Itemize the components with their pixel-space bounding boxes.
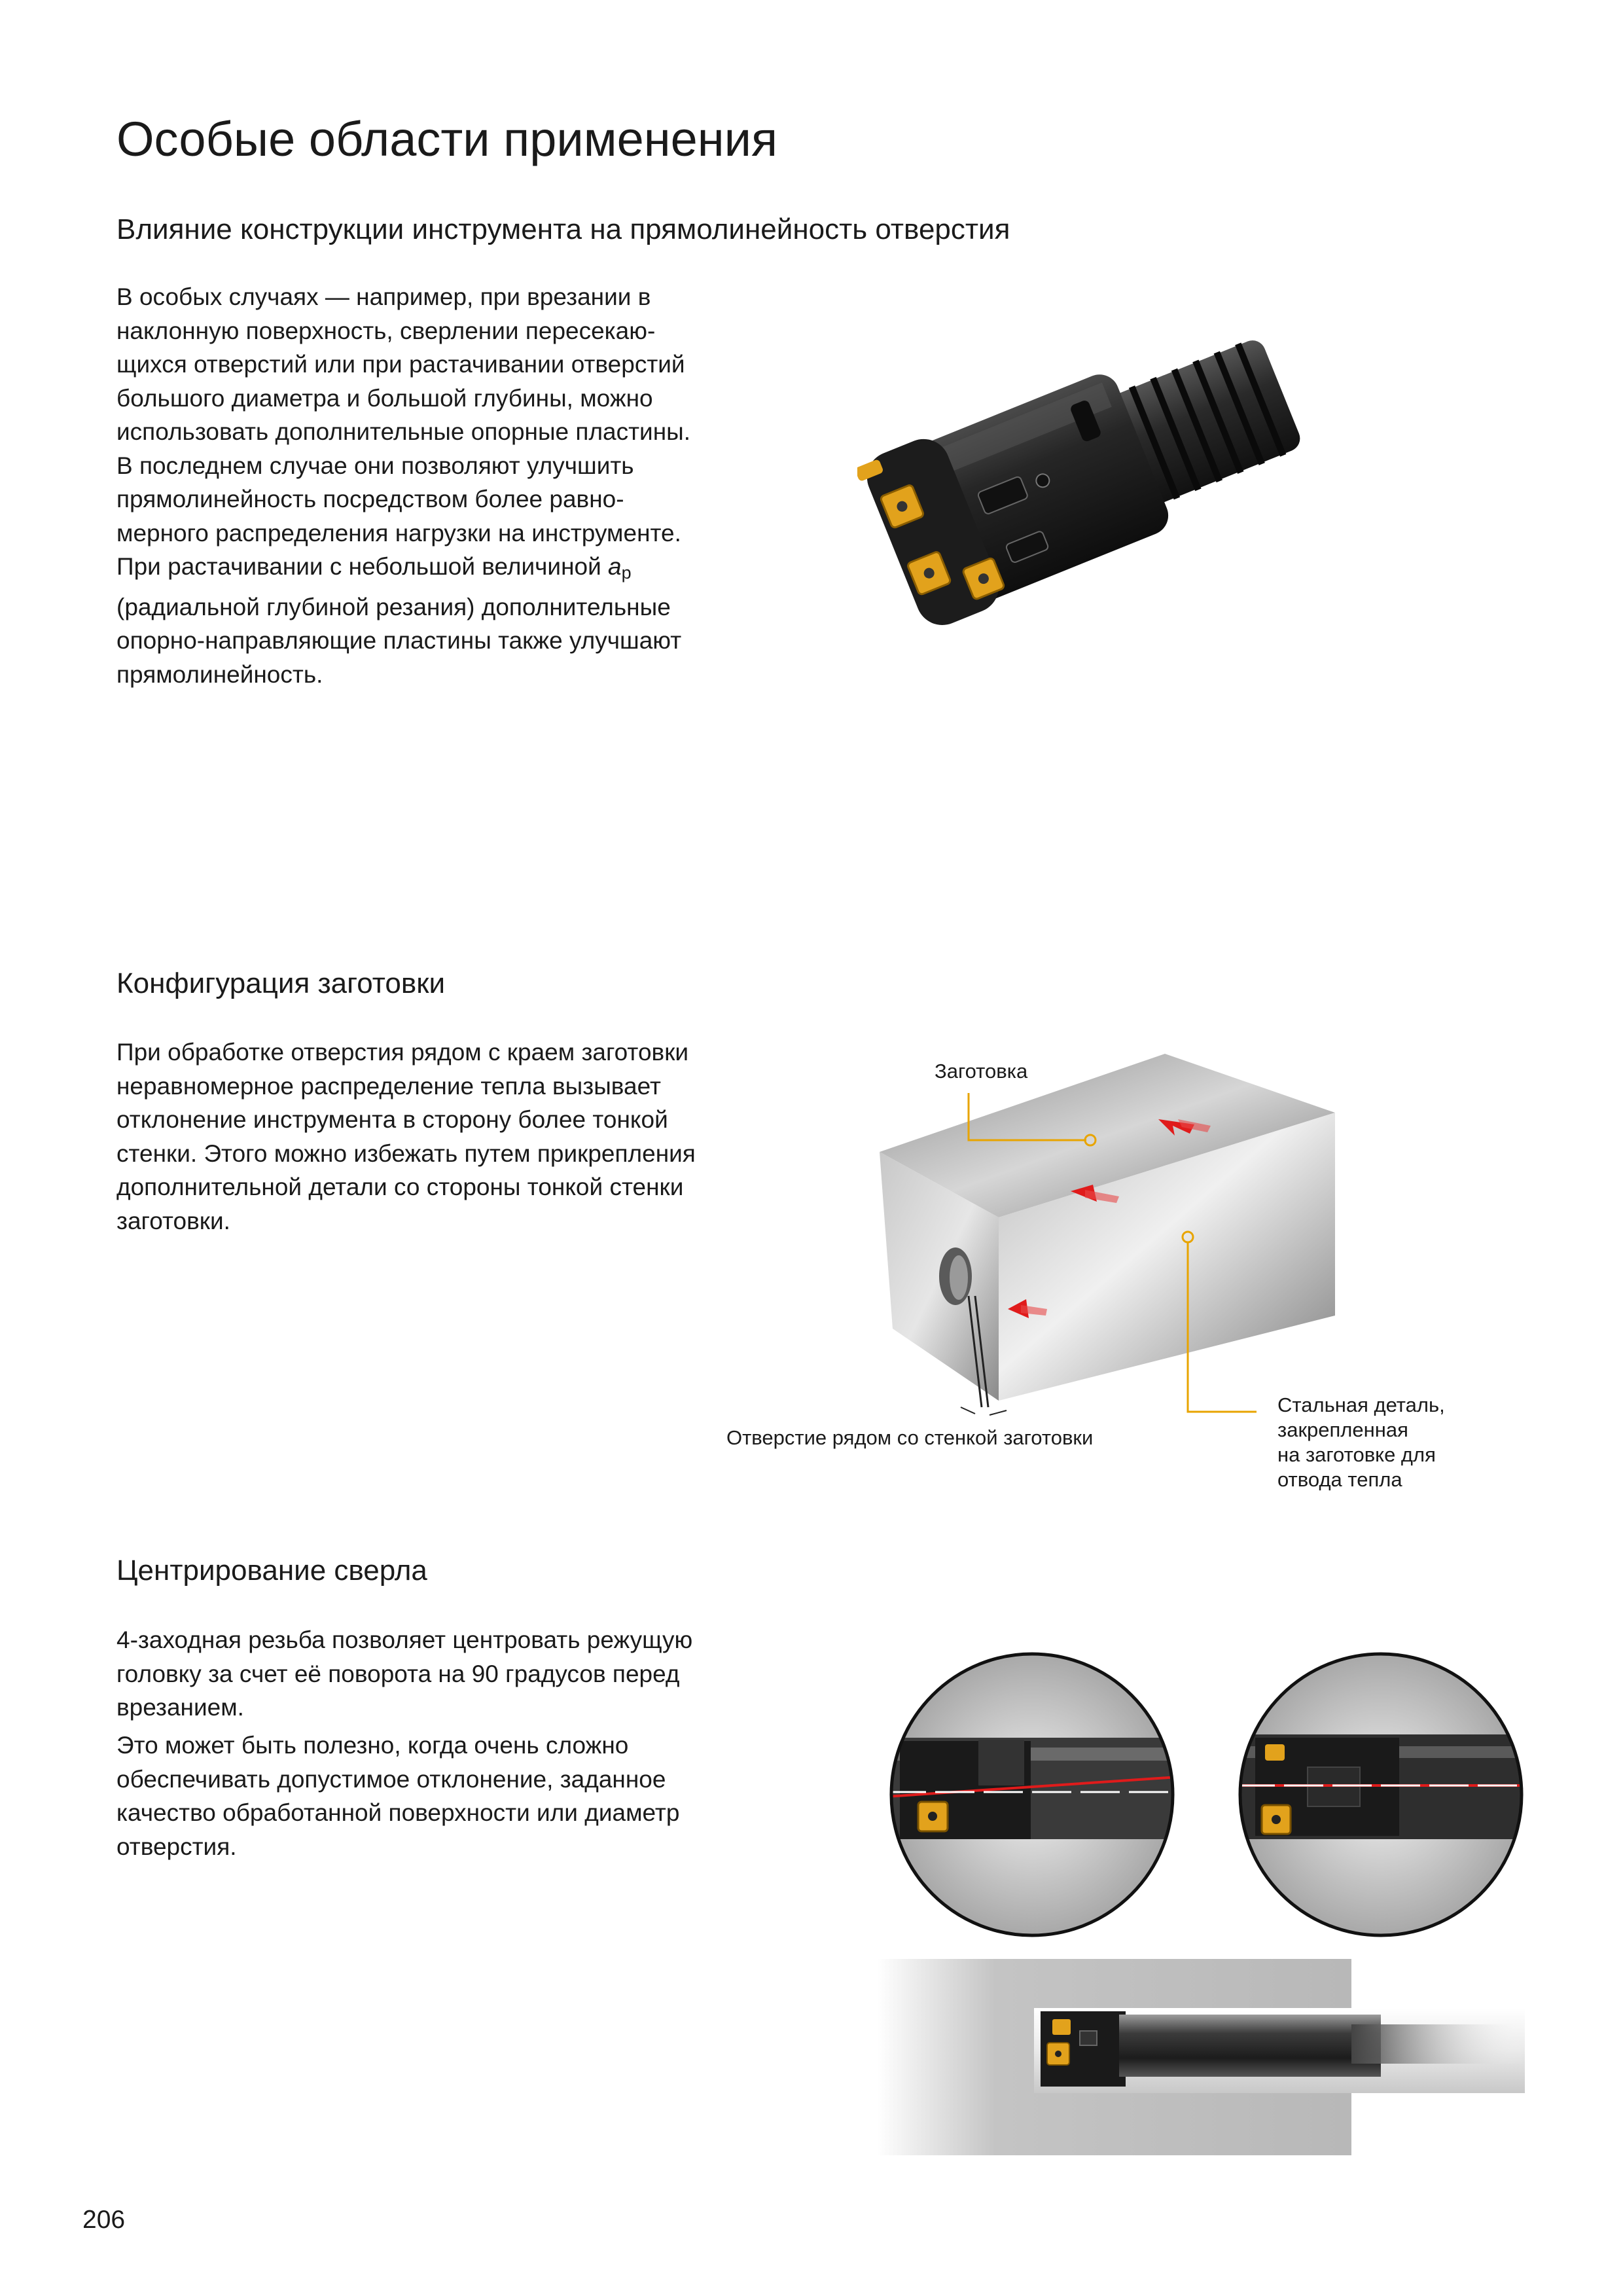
ap-subscript: p [621, 563, 632, 583]
section-text-drill-centering-1 [116, 1623, 810, 1725]
text-line: дополнительной детали со стороны тонкой стенки [116, 1174, 684, 1200]
workpiece-block-illustration [877, 1041, 1348, 1440]
section-text-tool-design [116, 280, 810, 691]
text-line: щихся отверстий или при растачивании отверстий [116, 351, 685, 378]
ap-symbol: a [608, 553, 622, 580]
text-line: отклонение инструмента в сторону более тонкой [116, 1106, 668, 1133]
text-line: головку за счет её поворота на 90 градусов перед [116, 1660, 680, 1687]
boring-bar-illustration [877, 1959, 1525, 2155]
text-line: обеспечивать допустимое отклонение, заданное [116, 1765, 666, 1793]
label-line: закрепленная [1277, 1418, 1408, 1441]
text-line: В особых случаях — например, при врезании в [116, 283, 651, 310]
text-line-with-ap [116, 550, 810, 590]
label-hole-near-wall: Отверстие рядом со стенкой заготовки [726, 1426, 1094, 1449]
text-line: большого диаметра и большой глубины, можно [116, 384, 653, 412]
text-line: опорно-направляющие пластины также улучшают [116, 627, 682, 654]
label-line: на заготовке для [1277, 1443, 1436, 1466]
text-fragment: При растачивании с небольшой величиной [116, 553, 601, 580]
label-line: отвода тепла [1277, 1468, 1402, 1491]
section-text-workpiece [116, 1035, 810, 1238]
text-line: врезанием. [116, 1694, 244, 1721]
page-title: Особые области применения [116, 112, 778, 166]
text-line: заготовки. [116, 1207, 230, 1234]
text-line: наклонную поверхность, сверлении пересекаю- [116, 317, 656, 344]
section-text-drill-centering-2 [116, 1729, 810, 1863]
section-heading-workpiece: Конфигурация заготовки [116, 967, 446, 999]
centering-detail-aligned [1236, 1649, 1527, 1941]
boring-tool-illustration [857, 314, 1355, 681]
page-number: 206 [82, 2206, 126, 2234]
text-line: отверстия. [116, 1833, 237, 1860]
section-heading-tool-design: Влияние конструкции инструмента на прямолинейность отверстия [116, 213, 1010, 245]
text-line: мерного распределения нагрузки на инструменте. [116, 519, 681, 547]
section-heading-drill-centering: Центрирование сверла [116, 1554, 427, 1587]
label-workpiece: Заготовка [935, 1060, 1028, 1083]
text-line: При обработке отверстия рядом с краем заготовки [116, 1039, 689, 1066]
label-line: Стальная деталь, [1277, 1393, 1445, 1416]
text-line: прямолинейность. [116, 660, 323, 688]
label-steel-part [1277, 1393, 1445, 1492]
text-line: Это может быть полезно, когда очень сложно [116, 1732, 629, 1759]
text-line: стенки. Этого можно избежать путем прикрепления [116, 1139, 696, 1167]
text-line: неравномерное распределение тепла вызывает [116, 1072, 661, 1100]
text-line: 4-заходная резьба позволяет центровать режущую [116, 1626, 693, 1653]
text-line: (радиальной глубиной резания) дополнительные [116, 593, 671, 620]
text-line: качество обработанной поверхности или диаметр [116, 1799, 680, 1826]
centering-detail-misaligned [887, 1649, 1178, 1941]
text-line: В последнем случае они позволяют улучшить [116, 452, 634, 479]
text-line: использовать дополнительные опорные пластины. [116, 418, 691, 445]
text-line: прямолинейность посредством более равно- [116, 486, 624, 512]
